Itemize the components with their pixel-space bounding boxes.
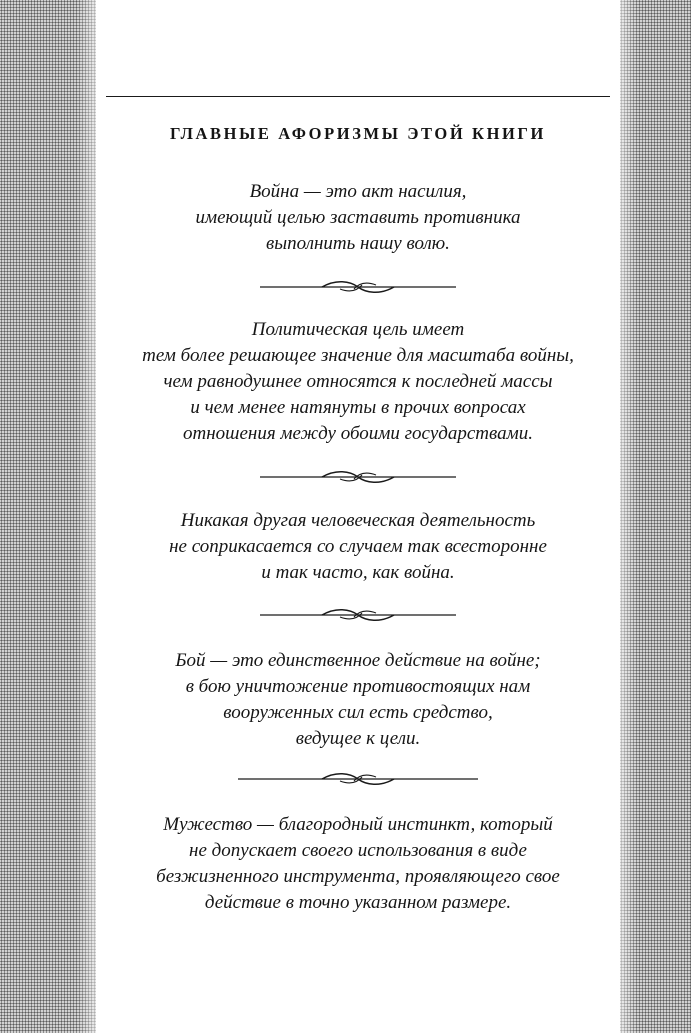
flourish-ornament-icon [260,470,456,484]
aphorism-line: действие в точно указанном размере. [204,892,512,913]
flourish-ornament-icon [260,608,456,622]
aphorism-line: Политическая цель имеет [251,319,465,340]
aphorism-line: имеющий целью заставить противника [195,207,521,228]
aphorism-4 [96,648,620,752]
aphorism-line: выполнить нашу волю. [266,233,450,254]
aphorism-line: ведущее к цели. [295,728,421,749]
aphorism-3 [96,508,620,586]
aphorism-5 [96,812,620,916]
book-page [96,0,620,1033]
aphorism-line: Бой — это единственное действие на войне; [175,650,541,671]
aphorism-line: безжизненного инструмента, проявляющего свое [156,866,560,887]
flourish-divider-2 [96,470,620,484]
aphorism-line: и так часто, как война. [261,562,455,583]
aphorism-1 [96,179,620,257]
flourish-divider-4 [96,772,620,786]
page-title: ГЛАВНЫЕ АФОРИЗМЫ ЭТОЙ КНИГИ [170,124,546,143]
aphorism-line: не соприкасается со случаем так всесторонне [169,536,547,557]
flourish-divider-3 [96,608,620,622]
aphorism-line: тем более решающее значение для масштаба войны, [142,345,574,366]
halftone-border-right [620,0,691,1033]
aphorism-line: Война — это акт насилия, [249,181,467,202]
halftone-border-left [0,0,96,1033]
aphorism-line: чем равнодушнее относятся к последней массы [163,371,553,392]
aphorism-2 [96,317,620,447]
flourish-ornament-icon [260,280,456,294]
aphorism-line: в бою уничтожение противостоящих нам [185,676,531,697]
aphorism-line: Никакая другая человеческая деятельность [180,510,536,531]
flourish-divider-1 [96,280,620,294]
aphorism-line: вооруженных сил есть средство, [223,702,493,723]
aphorism-line: Мужество — благородный инстинкт, который [163,814,553,835]
aphorism-line: отношения между обоими государствами. [182,423,533,444]
aphorism-line: не допускает своего использования в виде [189,840,527,861]
top-rule [106,96,610,97]
flourish-ornament-icon [238,772,478,786]
aphorism-line: и чем менее натянуты в прочих вопросах [190,397,526,418]
